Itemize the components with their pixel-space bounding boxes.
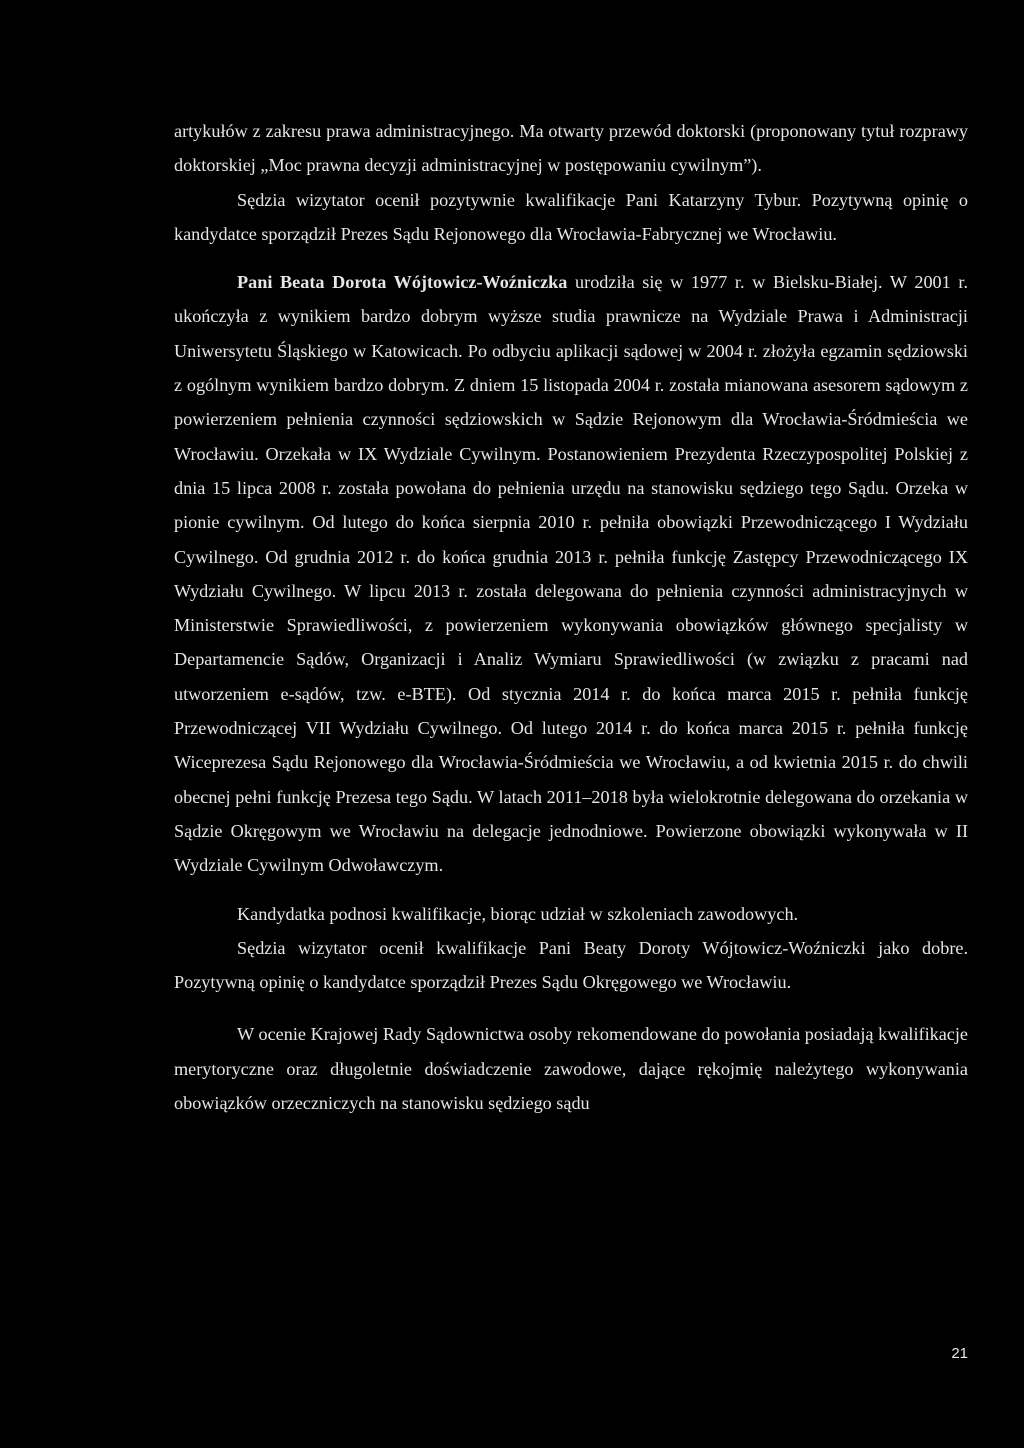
paragraph-3-text: urodziła się w 1977 r. w Bielsku-Białej. W 2001 r. ukończyła z wynikiem bardzo dobrym wyższe studia prawnicze na Wydziale Prawa i Administracji Uniwersytetu Śląskiego w Katowicach. Po odbyciu aplikacji sądowej w 2004 r. złożyła egzamin sędziowski z ogólnym wynikiem bardzo dobrym. Z dniem 15 listopada 2004 r. została mianowana asesorem sądowym z powierzeniem pełnienia czynności sędziowskich w Sądzie Rejonowym dla Wrocławia-Śródmieścia we Wrocławiu. Orzekała w IX Wydziale Cywilnym. Postanowieniem Prezydenta Rzeczypospolitej Polskiej z dnia 15 lipca 2008 r. została powołana do pełnienia urzędu na stanowisku sędziego tego Sądu. Orzeka w pionie cywilnym. Od lutego do końca sierpnia 2010 r. pełniła obowiązki Przewodniczącego I Wydziału Cywilnego. Od grudnia 2012 r. do końca grudnia 2013 r. pełniła funkcję Zastępcy Przewodniczącego IX Wydziału Cywilnego. W lipcu 2013 r. została delegowana do pełnienia czynności administracyjnych w Ministerstwie Sprawiedliwości, z powierzeniem wykonywania obowiązków głównego specjalisty w Departamencie Sądów, Organizacji i Analiz Wymiaru Sprawiedliwości (w związku z pracami nad utworzeniem e-sądów, tzw. e-BTE). Od stycznia 2014 r. do końca marca 2015 r. pełniła funkcję Przewodniczącej VII Wydziału Cywilnego. Od lutego 2014 r. do końca marca 2015 r. pełniła funkcję Wiceprezesa Sądu Rejonowego dla Wrocławia-Śródmieścia we Wrocławiu, a od kwietnia 2015 r. do chwili obecnej pełni funkcję Prezesa tego Sądu. W latach 2011–2018 była wielokrotnie delegowana do orzekania w Sądzie Okręgowym we Wrocławiu na delegacje jednodniowe. Powierzone obowiązki wykonywała w II Wydziale Cywilnym Odwoławczym.	[174, 272, 968, 876]
paragraph-3	[174, 265, 968, 882]
paragraph-6: W ocenie Krajowej Rady Sądownictwa osoby rekomendowane do powołania posiadają kwalifikacje merytoryczne oraz długoletnie doświadczenie zawodowe, dające rękojmię należytego wykonywania obowiązków orzeczniczych na stanowisku sędziego sądu	[174, 1024, 968, 1114]
paragraph-2: Sędzia wizytator ocenił pozytywnie kwalifikacje Pani Katarzyny Tybur. Pozytywną opinię o kandydatce sporządził Prezes Sądu Rejonowego dla Wrocławia-Fabrycznej we Wrocławiu.	[174, 189, 968, 244]
candidate-name: Pani Beata Dorota Wójtowicz-Woźniczka	[237, 272, 568, 293]
document-body	[174, 114, 968, 1120]
paragraph-4: Kandydatka podnosi kwalifikacje, biorąc udział w szkoleniach zawodowych.	[237, 903, 799, 924]
paragraph-5: Sędzia wizytator ocenił kwalifikacje Pani Beaty Doroty Wójtowicz-Woźniczki jako dobre. Pozytywną opinię o kandydatce sporządził Prezes Sądu Okręgowego we Wrocławiu.	[174, 937, 968, 993]
page-number: 21	[951, 1345, 968, 1362]
paragraph-1: artykułów z zakresu prawa administracyjnego. Ma otwarty przewód doktorski (proponowany tytuł rozprawy doktorskiej „Moc prawna decyzji administracyjnej w postępowaniu cywilnym”).	[174, 121, 968, 176]
